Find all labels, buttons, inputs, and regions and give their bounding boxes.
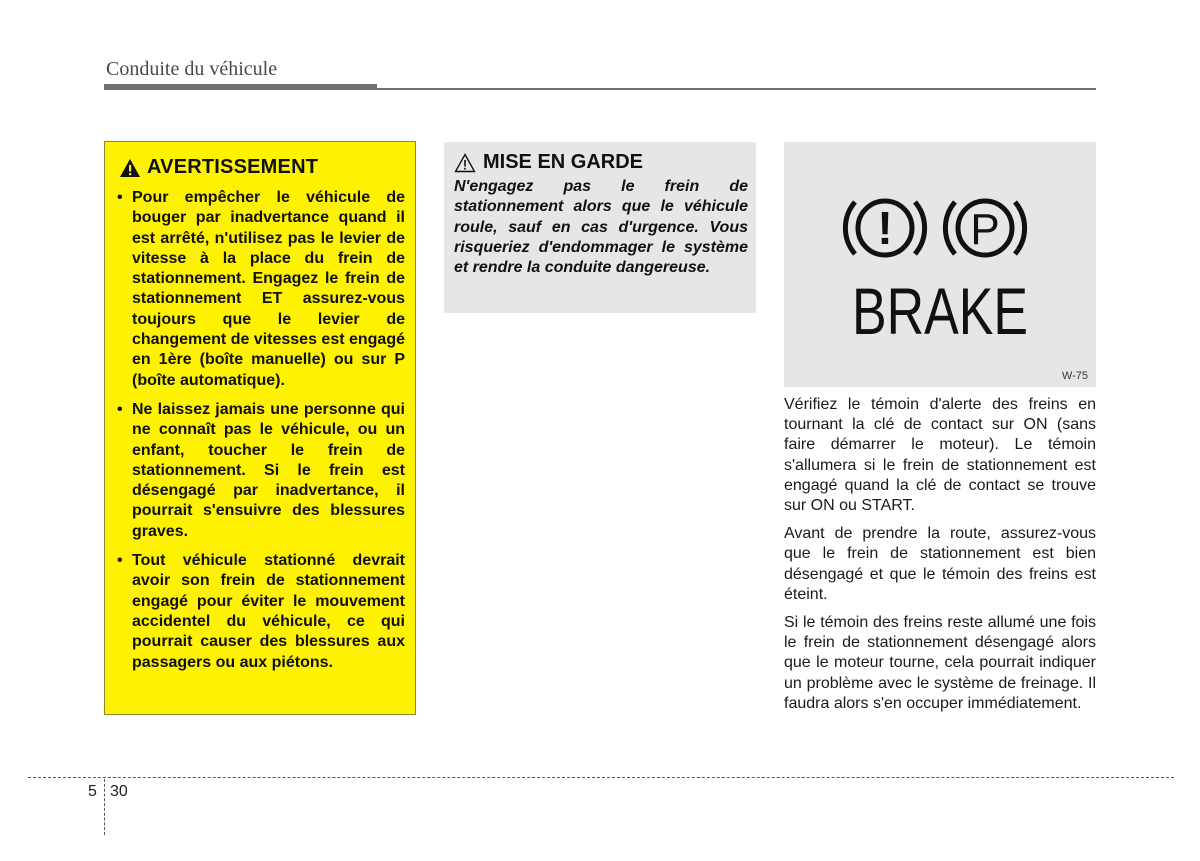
warning-item [117,400,405,542]
body-paragraph: Avant de prendre la route, assurez-vous que le frein de stationnement est bien désengagé et que le témoin des freins est éteint. [784,525,1096,603]
bullet-icon: • [117,400,123,418]
warning-item-text: Tout véhicule stationné devrait avoir son frein de stationnement engagé pour éviter le mouvement accidentel du véhicule, ce qui pourrait causer des blessures aux passagers ou aux piétons. [132,552,405,671]
warning-triangle-icon [119,158,141,178]
warning-item [117,188,405,391]
caution-text: N'engagez pas le frein de stationnement alors que le véhicule roule, sauf en cas d'urgence. Vous risqueriez d'endommager le système et rendre la conduite dangereuse. [454,178,748,277]
bullet-icon: • [117,189,123,206]
body-text [784,395,1096,722]
chapter-number: 5 [88,783,97,800]
warning-item [117,551,405,673]
figure-code: W-75 [1061,370,1088,382]
brake-label: BRAKE [852,274,1028,348]
brake-exclamation: ! [877,202,893,254]
warning-box [104,141,416,715]
body-paragraph: Vérifiez le témoin d'alerte des freins en tournant la clé de contact sur ON (sans faire démarrer le moteur). Le témoin s'allumera si le frein de stationnement est engagé quand la clé de contact se trouve sur ON ou START. [784,396,1096,515]
footer-rule [28,777,1174,778]
warning-item-text: Pour empêcher le véhicule de bouger par inadvertance quand il est arrêté, n'utilisez pas le levier de vitesse à la place du frein de stationnement. Engagez le frein de stationnement ET assurez-vous toujours que le levier de changement de vitesses est engagé en 1ère (boîte manuelle) ou sur P (boîte automatique). [132,189,405,389]
parking-brake-icon [945,201,1024,255]
page-header-title: Conduite du véhicule [106,58,278,80]
caution-header [454,151,748,174]
caution-title: MISE EN GARDE [483,151,644,173]
caution-triangle-icon [454,153,476,173]
bullet-icon: • [117,552,123,570]
warning-list [117,188,405,673]
caution-box [444,142,756,313]
warning-header [119,156,405,179]
warning-item-text: Ne laissez jamais une personne qui ne connaît pas le véhicule, ou un enfant, toucher le frein de stationnement. Si le frein est désengagé par inadvertance, il pourrait s'ensuivre des blessures graves. [132,400,405,540]
brake-warning-icon [845,201,924,255]
body-paragraph: Si le témoin des freins reste allumé une fois le frein de stationnement désengagé alors que le moteur tourne, cela pourrait indiquer un problème avec le système de freinage. Il faudra alors s'en occuper immédiatement. [784,614,1096,712]
header-rule [104,88,1096,90]
warning-title: AVERTISSEMENT [147,156,319,178]
footer-divider [104,779,105,835]
page-number: 30 [110,783,128,800]
brake-indicator-figure [784,142,1096,387]
parking-letter: P [970,205,1000,254]
